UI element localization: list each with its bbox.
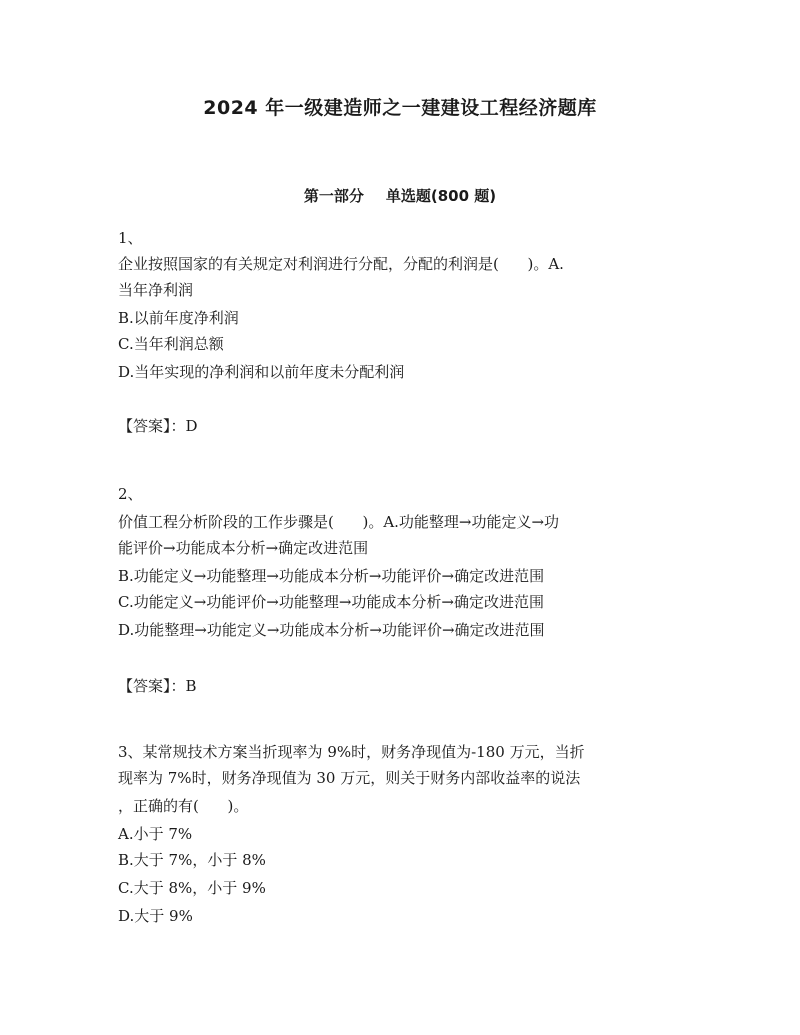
question-3-stem-line-1: 3、某常规技术方案当折现率为 9%时，财务净现值为-180 万元，当折	[118, 743, 585, 761]
section-part-label: 第一部分	[303, 187, 364, 205]
question-3-option-c: C.大于 8%，小于 9%	[118, 879, 266, 897]
question-1-stem-line-1: 企业按照国家的有关规定对利润进行分配，分配的利润是( )。A.	[118, 255, 564, 273]
question-2-option-c: C.功能定义→功能评价→功能整理→功能成本分析→确定改进范围	[118, 593, 544, 611]
question-2-option-b: B.功能定义→功能整理→功能成本分析→功能评价→确定改进范围	[118, 567, 545, 585]
question-1-answer: 【答案】：D	[118, 417, 198, 435]
question-3-stem-line-3: ，正确的有( )。	[118, 797, 249, 815]
question-2-stem-line-2: 能评价→功能成本分析→确定改进范围	[118, 539, 369, 557]
question-1-option-b: B.以前年度净利润	[118, 309, 239, 327]
section-heading	[0, 184, 800, 208]
question-2-number: 2、	[118, 485, 143, 503]
question-3-option-b: B.大于 7%，小于 8%	[118, 851, 266, 869]
question-1-option-d: D.当年实现的净利润和以前年度未分配利润	[118, 363, 405, 381]
section-name-label: 单选题(800 题)	[385, 187, 497, 205]
question-3-option-d: D.大于 9%	[118, 907, 193, 925]
question-3-stem-line-2: 现率为 7%时，财务净现值为 30 万元，则关于财务内部收益率的说法	[118, 769, 581, 787]
question-1-option-c: C.当年利润总额	[118, 335, 224, 353]
question-2-answer: 【答案】：B	[118, 677, 197, 695]
question-2-option-d: D.功能整理→功能定义→功能成本分析→功能评价→确定改进范围	[118, 621, 545, 639]
question-3-option-a: A.小于 7%	[118, 825, 193, 843]
question-1-stem-line-2: 当年净利润	[118, 281, 194, 299]
document-title: 2024 年一级建造师之一建建设工程经济题库	[203, 97, 597, 119]
question-2-stem-line-1: 价值工程分析阶段的工作步骤是( )。A.功能整理→功能定义→功	[118, 513, 560, 531]
question-1-number: 1、	[118, 229, 143, 247]
